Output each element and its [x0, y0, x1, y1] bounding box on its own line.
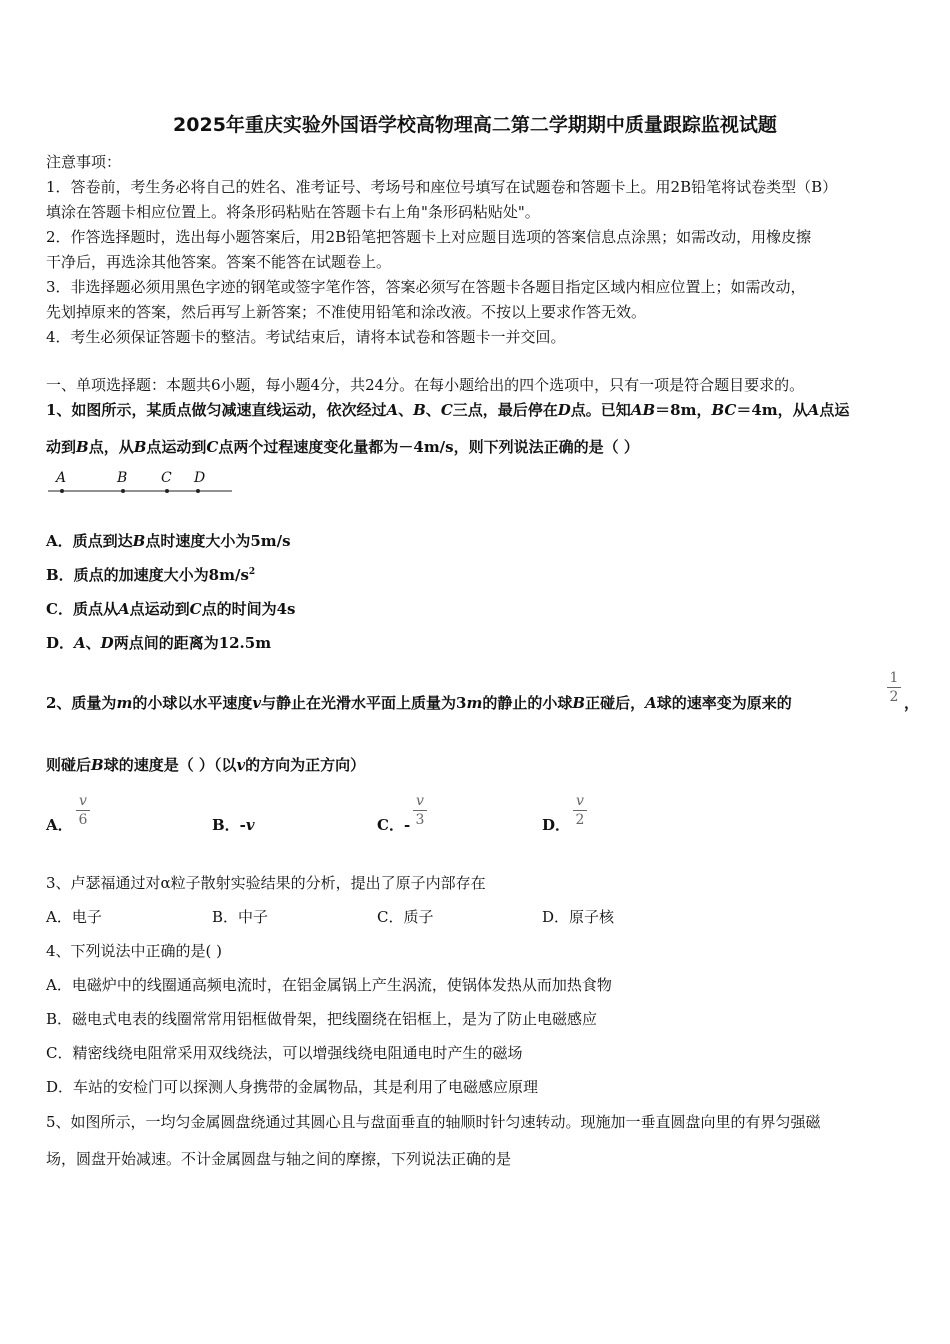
q1-option-b[interactable]: B．质点的加速度大小为$8m/s^2$ [46, 566, 256, 584]
point-b-label: B [117, 470, 128, 486]
q4-option-d[interactable]: D．车站的安检门可以探测人身携带的金属物品，其是利用了电磁感应原理 [46, 1078, 539, 1096]
point-a-label: A [56, 470, 67, 486]
notice-line: 3．非选择题必须用黑色字迹的钢笔或签字笔作答，答案必须写在答题卡各题目指定区域内相应位置上；如需改动， [46, 278, 806, 296]
q2-option-a-fraction[interactable]: v 6 [73, 792, 93, 829]
q4-option-a[interactable]: A．电磁炉中的线圈通高频电流时，在铝金属锅上产生涡流，使锅体发热从而加热食物 [46, 976, 612, 994]
q2-stem-line2: 则碰后B球的速度是（ ）（以v的方向为正方向） [46, 756, 366, 774]
q5-stem-line2: 场，圆盘开始减速。不计金属圆盘与轴之间的摩擦，下列说法正确的是 [46, 1150, 512, 1168]
q2-option-d-label[interactable]: D． [542, 816, 571, 834]
section-heading: 一、单项选择题：本题共6小题，每小题4分，共24分。在每小题给出的四个选项中，只有一项是符合题目要求的。 [46, 376, 805, 394]
q3-option-b[interactable]: B．中子 [212, 908, 269, 926]
q4-option-b[interactable]: B．磁电式电表的线圈常常用铝框做骨架，把线圈绕在铝框上，是为了防止电磁感应 [46, 1010, 598, 1028]
q2-option-c-label[interactable]: C．- [377, 816, 411, 834]
notice-line: 1．答卷前，考生务必将自己的姓名、准考证号、考场号和座位号填写在试题卷和答题卡上。用2B铅笔将试卷类型（B） [46, 178, 838, 196]
point-d-dot [196, 489, 200, 493]
q3-option-a[interactable]: A．电子 [46, 908, 102, 926]
notice-line: 填涂在答题卡相应位置上。将条形码粘贴在答题卡右上角"条形码粘贴处"。 [46, 203, 540, 221]
q3-option-d[interactable]: D．原子核 [542, 908, 615, 926]
fraction-one-half: 1 2 [884, 669, 904, 706]
q1-option-a[interactable]: A．质点到达B点时速度大小为5m/s [46, 532, 291, 550]
notice-heading: 注意事项： [46, 153, 122, 171]
notice-line: 2．作答选择题时，选出每小题答案后，用2B铅笔把答题卡上对应题目选项的答案信息点涂黑；如需改动，用橡皮擦 [46, 228, 812, 246]
q2-option-a-label[interactable]: A． [46, 816, 73, 834]
q1-stem-line2: 动到B点，从B点运动到C点两个过程速度变化量都为－4m/s，则下列说法正确的是（ ） [46, 438, 639, 456]
q2-option-c-fraction[interactable]: v 3 [410, 792, 430, 829]
q2-stem-line1: 2、质量为m的小球以水平速度v与静止在光滑水平面上质量为3m的静止的小球B正碰后，A球的速率变为原来的 [46, 694, 792, 712]
q1-option-d[interactable]: D．A、D两点间的距离为12.5m [46, 634, 272, 652]
q3-option-c[interactable]: C．质子 [377, 908, 434, 926]
q1-line-diagram [46, 466, 236, 496]
q2-comma: ， [904, 694, 920, 712]
q2-option-d-fraction[interactable]: v 2 [570, 792, 590, 829]
q1-option-c[interactable]: C．质点从A点运动到C点的时间为4s [46, 600, 296, 618]
q5-stem-line1: 5、如图所示，一均匀金属圆盘绕通过其圆心且与盘面垂直的轴顺时针匀速转动。现施加一垂直圆盘向里的有界匀强磁 [46, 1113, 821, 1131]
point-c-label: C [161, 470, 172, 486]
page-title: 2025年重庆实验外国语学校高物理高二第二学期期中质量跟踪监视试题 [173, 114, 777, 136]
q3-stem: 3、卢瑟福通过对α粒子散射实验结果的分析，提出了原子内部存在 [46, 874, 486, 892]
point-d-label: D [194, 470, 206, 486]
point-b-dot [121, 489, 125, 493]
point-a-dot [60, 489, 64, 493]
notice-line: 先划掉原来的答案，然后再写上新答案；不准使用铅笔和涂改液。不按以上要求作答无效。 [46, 303, 647, 321]
notice-line: 4．考生必须保证答题卡的整洁。考试结束后，请将本试卷和答题卡一并交回。 [46, 328, 566, 346]
notice-line: 干净后，再选涂其他答案。答案不能答在试题卷上。 [46, 253, 392, 271]
q4-option-c[interactable]: C．精密线绕电阻常采用双线绕法，可以增强线绕电阻通电时产生的磁场 [46, 1044, 523, 1062]
point-c-dot [165, 489, 169, 493]
q1-stem-line1: 1、如图所示，某质点做匀减速直线运动，依次经过A、B、C三点，最后停在D点。已知AB＝8m，BC＝4m，从A点运 [46, 401, 850, 419]
q4-stem: 4、下列说法中正确的是( ) [46, 942, 223, 960]
q2-option-b[interactable]: B．-v [212, 816, 255, 834]
q1-diagram-svg [46, 466, 236, 496]
